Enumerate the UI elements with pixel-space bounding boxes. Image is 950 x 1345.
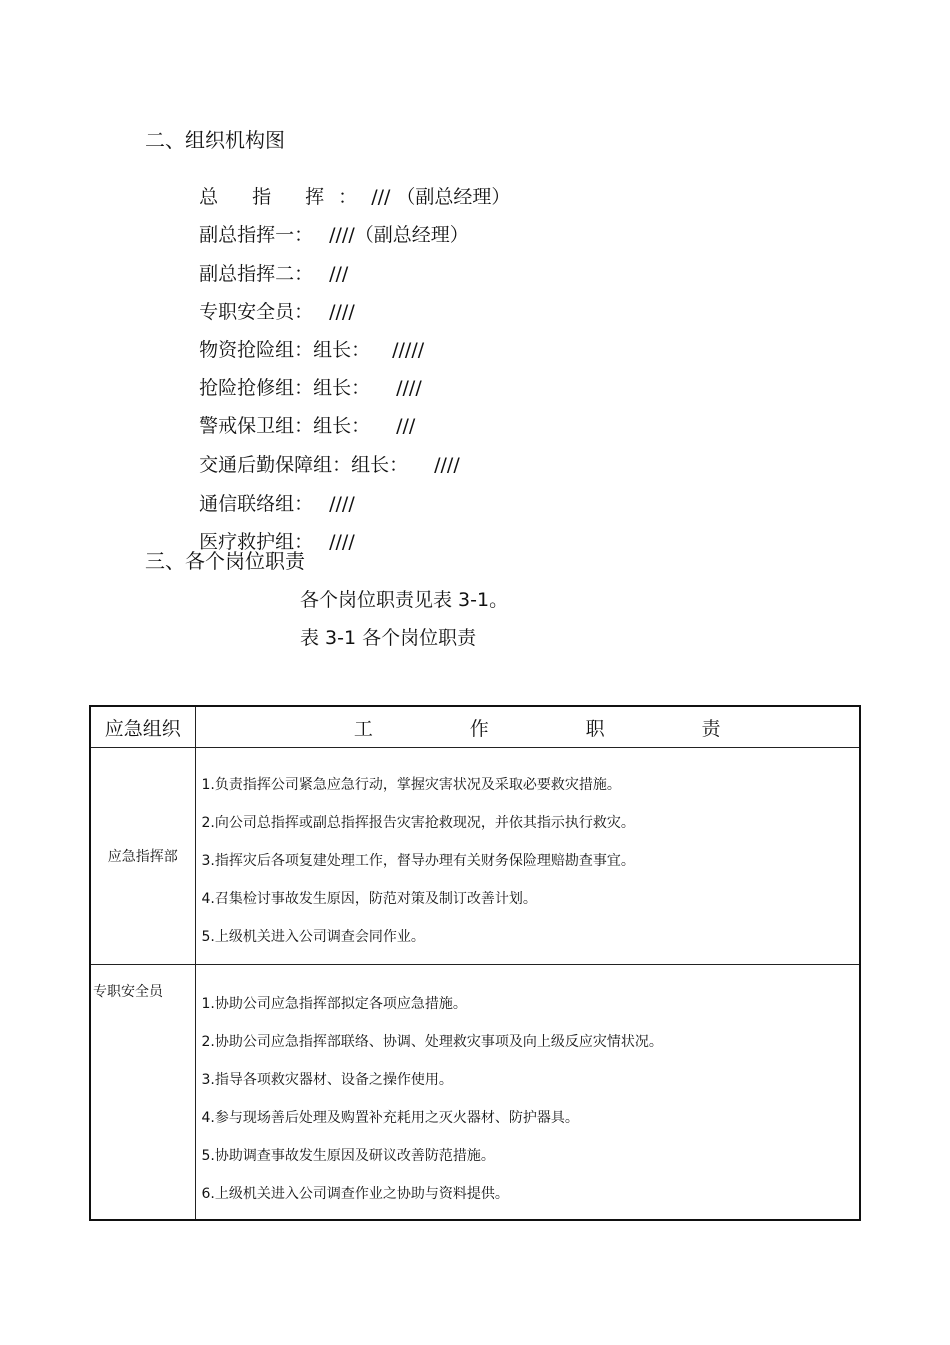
duties-table xyxy=(89,705,861,1221)
table-row xyxy=(90,965,860,1221)
org-line-deputy-2: 副总指挥二： /// xyxy=(199,263,349,285)
org-line-security-team: 警戒保卫组：组长： /// xyxy=(199,415,416,437)
org-line-materials-team: 物资抢险组：组长： ///// xyxy=(199,339,425,361)
header-org: 应急组织 xyxy=(90,706,195,748)
section-2-title: 二、组织机构图 xyxy=(145,128,285,152)
org-line-medical-team: 医疗救护组： //// xyxy=(199,531,355,553)
org-line-repair-team: 抢险抢修组：组长： //// xyxy=(199,377,422,399)
table-row xyxy=(90,748,860,965)
header-duties: 工 作 职 责 xyxy=(195,706,860,748)
table-caption: 表 3-1 各个岗位职责 xyxy=(300,627,477,649)
duty-item: 3.指挥灾后各项复建处理工作，督导办理有关财务保险理赔勘查事宜。 xyxy=(201,853,635,869)
duty-item: 4.召集检讨事故发生原因，防范对策及制订改善计划。 xyxy=(201,891,537,907)
row-org-safety: 专职安全员 xyxy=(90,965,195,1221)
row-duties-command xyxy=(195,748,860,965)
org-line-deputy-1: 副总指挥一： ////（副总经理） xyxy=(199,224,469,246)
org-line-safety-officer: 专职安全员： //// xyxy=(199,301,355,323)
duty-item: 6.上级机关进入公司调查作业之协助与资料提供。 xyxy=(201,1186,509,1202)
duty-item: 1.负责指挥公司紧急应急行动，掌握灾害状况及采取必要救灾措施。 xyxy=(201,777,621,793)
section-3-title: 三、各个岗位职责 xyxy=(145,549,305,573)
table-header-row xyxy=(90,706,860,748)
duty-item: 2.向公司总指挥或副总指挥报告灾害抢救现况，并依其指示执行救灾。 xyxy=(201,815,635,831)
duty-item: 5.上级机关进入公司调查会同作业。 xyxy=(201,929,425,945)
duty-item: 5.协助调查事故发生原因及研议改善防范措施。 xyxy=(201,1148,495,1164)
row-org-command: 应急指挥部 xyxy=(90,748,195,965)
org-line-logistics-team: 交通后勤保障组：组长： //// xyxy=(199,454,460,476)
duty-item: 2.协助公司应急指挥部联络、协调、处理救灾事项及向上级反应灾情状况。 xyxy=(201,1034,663,1050)
duty-item: 3.指导各项救灾器材、设备之操作使用。 xyxy=(201,1072,453,1088)
section-3-intro: 各个岗位职责见表 3-1。 xyxy=(300,589,509,611)
org-line-commander: 总 指 挥：/// （副总经理） xyxy=(199,186,511,208)
duty-item: 1.协助公司应急指挥部拟定各项应急措施。 xyxy=(201,996,467,1012)
duty-item: 4.参与现场善后处理及购置补充耗用之灭火器材、防护器具。 xyxy=(201,1110,579,1126)
row-duties-safety xyxy=(195,965,860,1221)
org-line-comms-team: 通信联络组： //// xyxy=(199,493,355,515)
